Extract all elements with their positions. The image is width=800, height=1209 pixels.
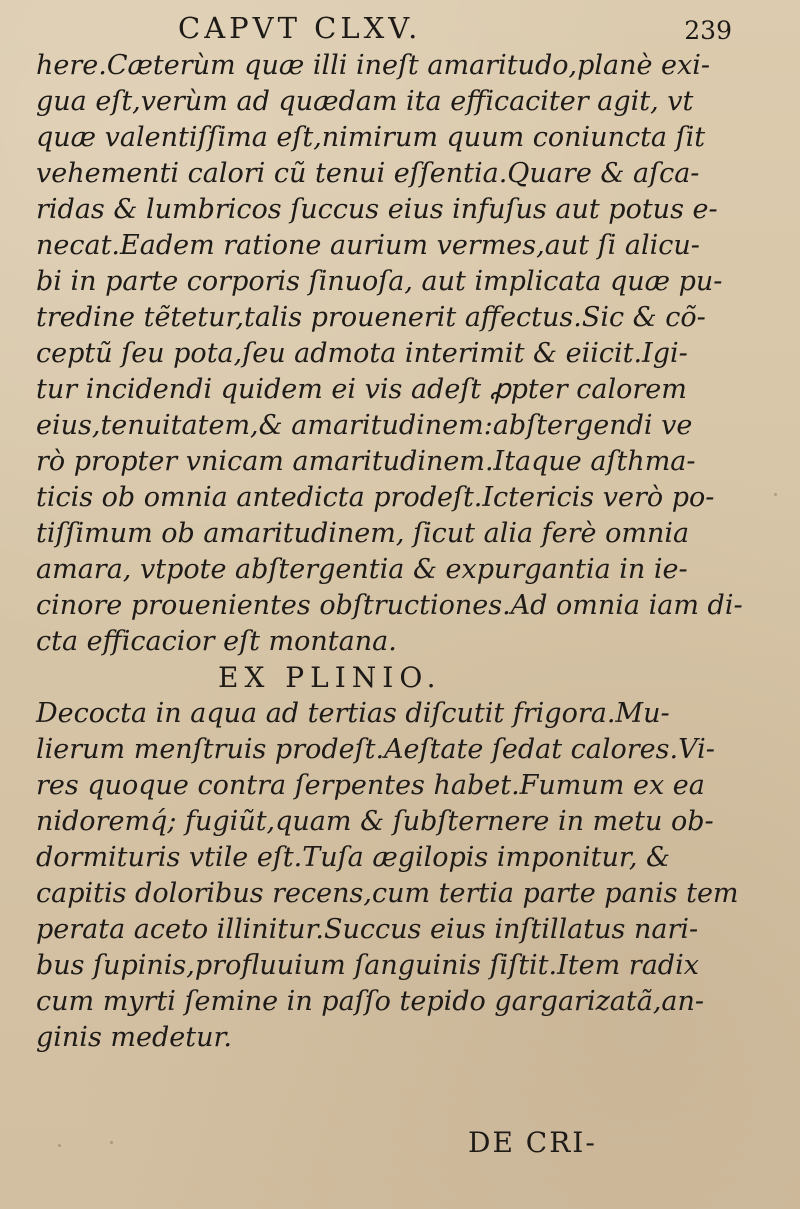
text-line-4: vehementi calori cũ tenui eſſentia.Quare & aſca- (36, 158, 700, 189)
text-line-13: ticis ob omnia antedicta prodeſt.Ictericis verò po- (36, 482, 715, 513)
text-line-27: ginis medetur. (36, 1022, 232, 1053)
section-heading: EX PLINIO. (218, 661, 442, 694)
text-line-22: dormituris vtile eſt.Tuſa ægilopis imponitur, & (36, 842, 671, 873)
text-line-23: capitis doloribus recens,cum tertia parte panis tem (36, 878, 739, 909)
text-line-16: cinore prouenientes obſtructiones.Ad omnia iam di- (36, 590, 743, 621)
text-line-24: perata aceto illinitur.Succus eius inſtillatus nari- (36, 914, 699, 945)
catchword: DE CRI- (468, 1126, 597, 1159)
paper-speck (110, 1141, 113, 1144)
text-line-9: ceptũ ſeu pota,ſeu admota interimit & eiicit.Igi- (36, 338, 688, 369)
text-line-5: ridas & lumbricos ſuccus eius infuſus aut potus e- (36, 194, 718, 225)
page-header (0, 10, 800, 50)
paper-speck (774, 493, 777, 496)
text-line-2: gua eſt,verùm ad quædam ita efficaciter agit, vt (36, 86, 694, 117)
paper-speck (58, 1144, 61, 1147)
text-line-10: tur incidendi quidem ei vis adeſt ꝓpter calorem (36, 374, 687, 405)
text-line-7: bi in parte corporis ſinuoſa, aut implicata quæ pu- (36, 266, 723, 297)
running-head: CAPVT CLXV. (178, 11, 422, 45)
text-line-15: amara, vtpote abſtergentia & expurgantia in ie- (36, 554, 688, 585)
text-line-19: lierum menſtruis prodeſt.Aeſtate ſedat calores.Vi- (36, 734, 715, 765)
text-line-18: Decocta in aqua ad tertias diſcutit frigora.Mu- (36, 698, 670, 729)
text-line-25: bus ſupinis,profluuium ſanguinis ſiſtit.Item radix (36, 950, 699, 981)
text-line-26: cum myrti ſemine in paſſo tepido gargarizatã,an- (36, 986, 705, 1017)
text-line-12: rò propter vnicam amaritudinem.Itaque aſthma- (36, 446, 696, 477)
text-line-17: cta efficacior eſt montana. (36, 626, 397, 657)
text-line-21: nidoremq́; fugiũt,quam & ſubſternere in metu ob- (36, 806, 714, 837)
text-line-1: here.Cæterùm quæ illi ineſt amaritudo,planè exi- (36, 50, 710, 81)
text-line-20: res quoque contra ſerpentes habet.Fumum ex ea (36, 770, 705, 801)
text-line-14: tiſſimum ob amaritudinem, ſicut alia ferè omnia (36, 518, 690, 549)
text-line-3: quæ valentiſſima eſt,nimirum quum coniuncta ſit (36, 122, 706, 153)
text-line-6: necat.Eadem ratione aurium vermes,aut ſi alicu- (36, 230, 700, 261)
text-line-11: eius,tenuitatem,& amaritudinem:abſtergendi ve (36, 410, 693, 441)
text-line-8: tredine tẽtetur,talis prouenerit affectus.Sic & cõ- (36, 302, 706, 333)
page-number: 239 (684, 16, 732, 45)
